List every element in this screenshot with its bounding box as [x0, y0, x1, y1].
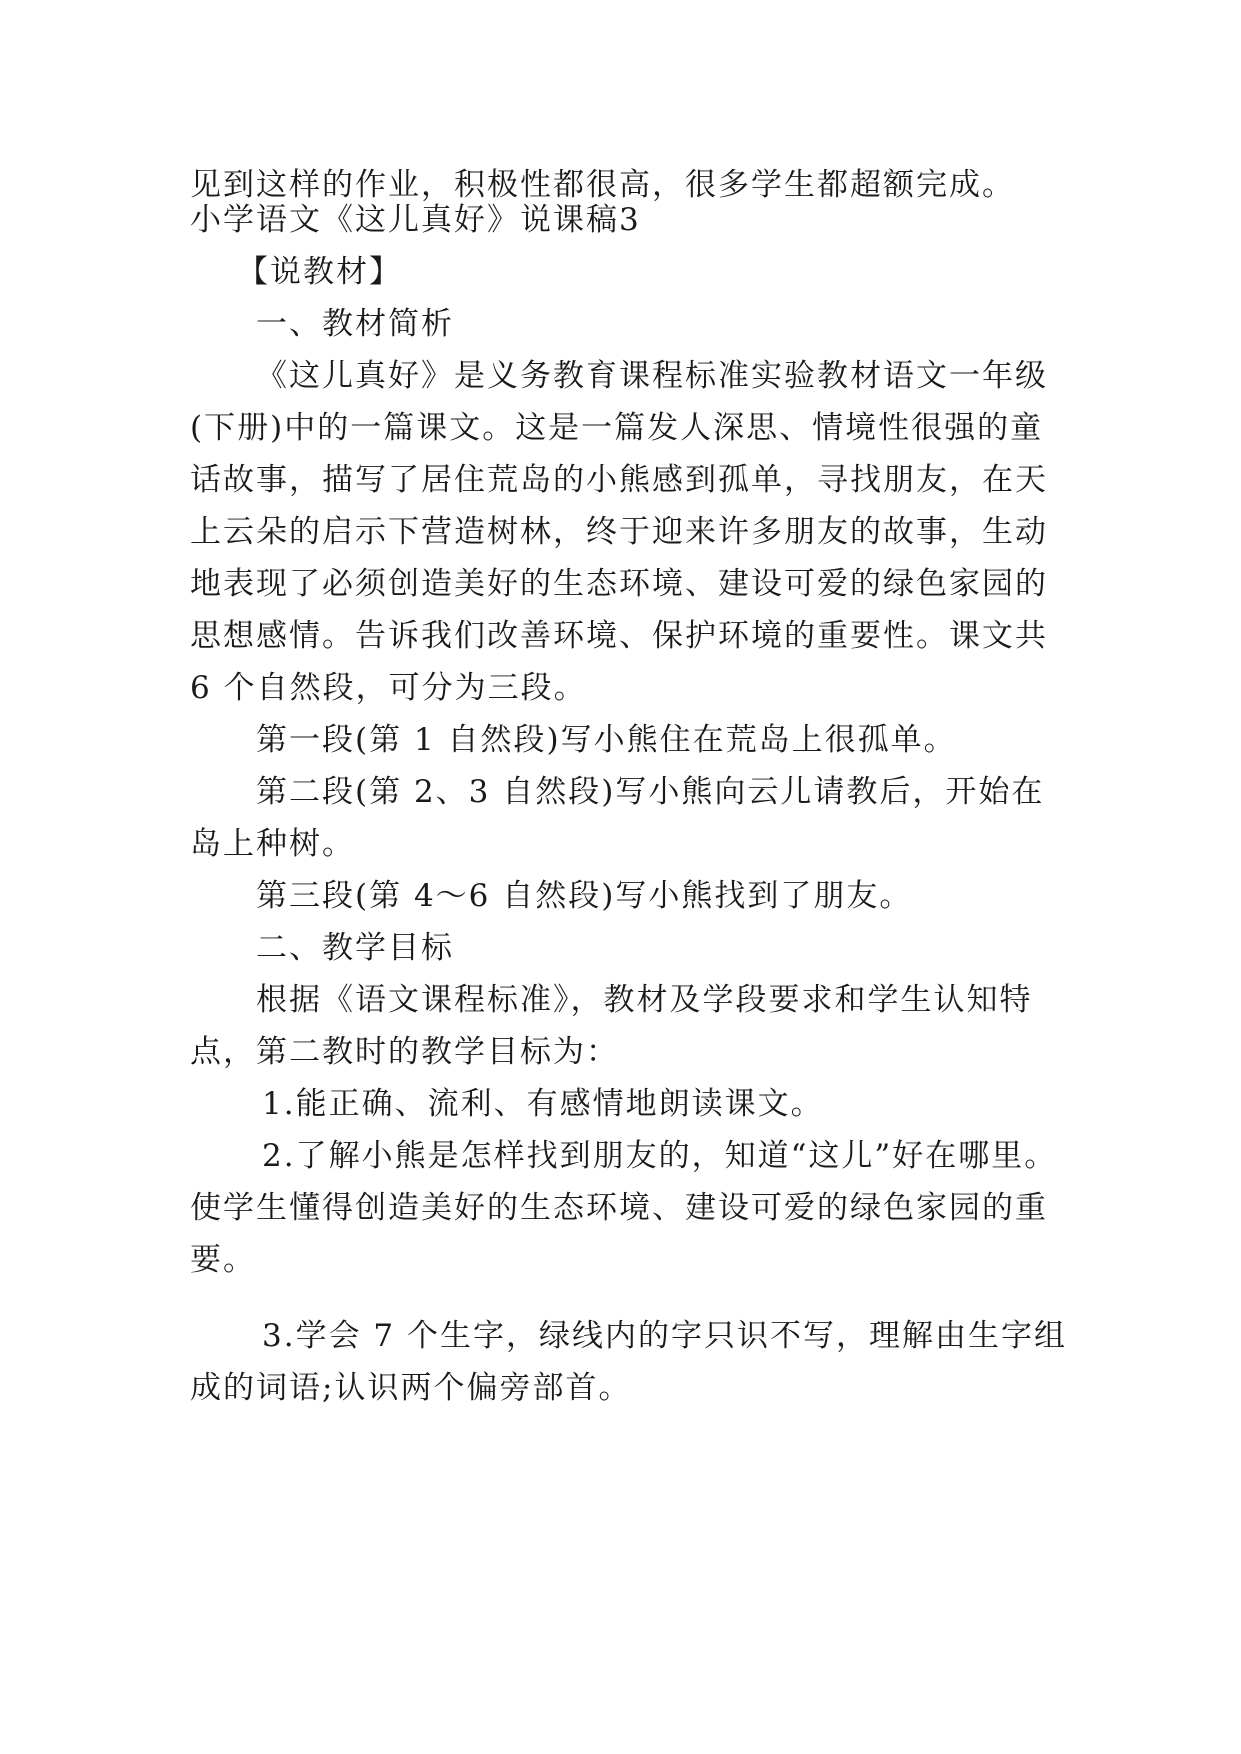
paragraph-line: 使学生懂得创造美好的生态环境、建设可爱的绿色家园的重	[190, 1190, 1048, 1226]
paragraph-line: 成的词语;认识两个偏旁部首。	[190, 1370, 632, 1406]
paragraph-line: 上云朵的启示下营造树林，终于迎来许多朋友的故事，生动	[190, 514, 1048, 550]
section-heading: 【说教材】	[237, 254, 402, 290]
paragraph-line: 第一段(第 1 自然段)写小熊住在荒岛上很孤单。	[256, 722, 957, 758]
paragraph-line: 6 个自然段，可分为三段。	[190, 670, 587, 706]
subheading: 二、教学目标	[256, 930, 454, 966]
paragraph-line: 思想感情。告诉我们改善环境、保护环境的重要性。课文共	[190, 618, 1048, 654]
paragraph-line: 《这儿真好》是义务教育课程标准实验教材语文一年级	[256, 358, 1048, 394]
paragraph-line: 话故事，描写了居住荒岛的小熊感到孤单，寻找朋友，在天	[190, 462, 1048, 498]
list-item: 2.了解小熊是怎样找到朋友的，知道“这儿”好在哪里。	[262, 1138, 1058, 1174]
list-item: 3.学会 7 个生字，绿线内的字只识不写，理解由生字组	[262, 1318, 1068, 1354]
paragraph-line: 根据《语文课程标准》，教材及学段要求和学生认知特	[256, 982, 1033, 1018]
section-title: 小学语文《这儿真好》说课稿3	[190, 202, 641, 238]
text-line: 见到这样的作业，积极性都很高，很多学生都超额完成。	[190, 167, 1015, 203]
paragraph-line: 点，第二教时的教学目标为：	[190, 1034, 619, 1070]
paragraph-line: 第三段(第 4～6 自然段)写小熊找到了朋友。	[256, 878, 913, 914]
subheading: 一、教材简析	[256, 306, 454, 342]
paragraph-line: 地表现了必须创造美好的生态环境、建设可爱的绿色家园的	[190, 566, 1048, 602]
paragraph-line: 第二段(第 2、3 自然段)写小熊向云儿请教后，开始在	[256, 774, 1045, 810]
list-item: 1.能正确、流利、有感情地朗读课文。	[262, 1086, 824, 1122]
paragraph-line: (下册)中的一篇课文。这是一篇发人深思、情境性很强的童	[190, 410, 1044, 446]
paragraph-line: 岛上种树。	[190, 826, 355, 862]
paragraph-line: 要。	[190, 1242, 256, 1278]
